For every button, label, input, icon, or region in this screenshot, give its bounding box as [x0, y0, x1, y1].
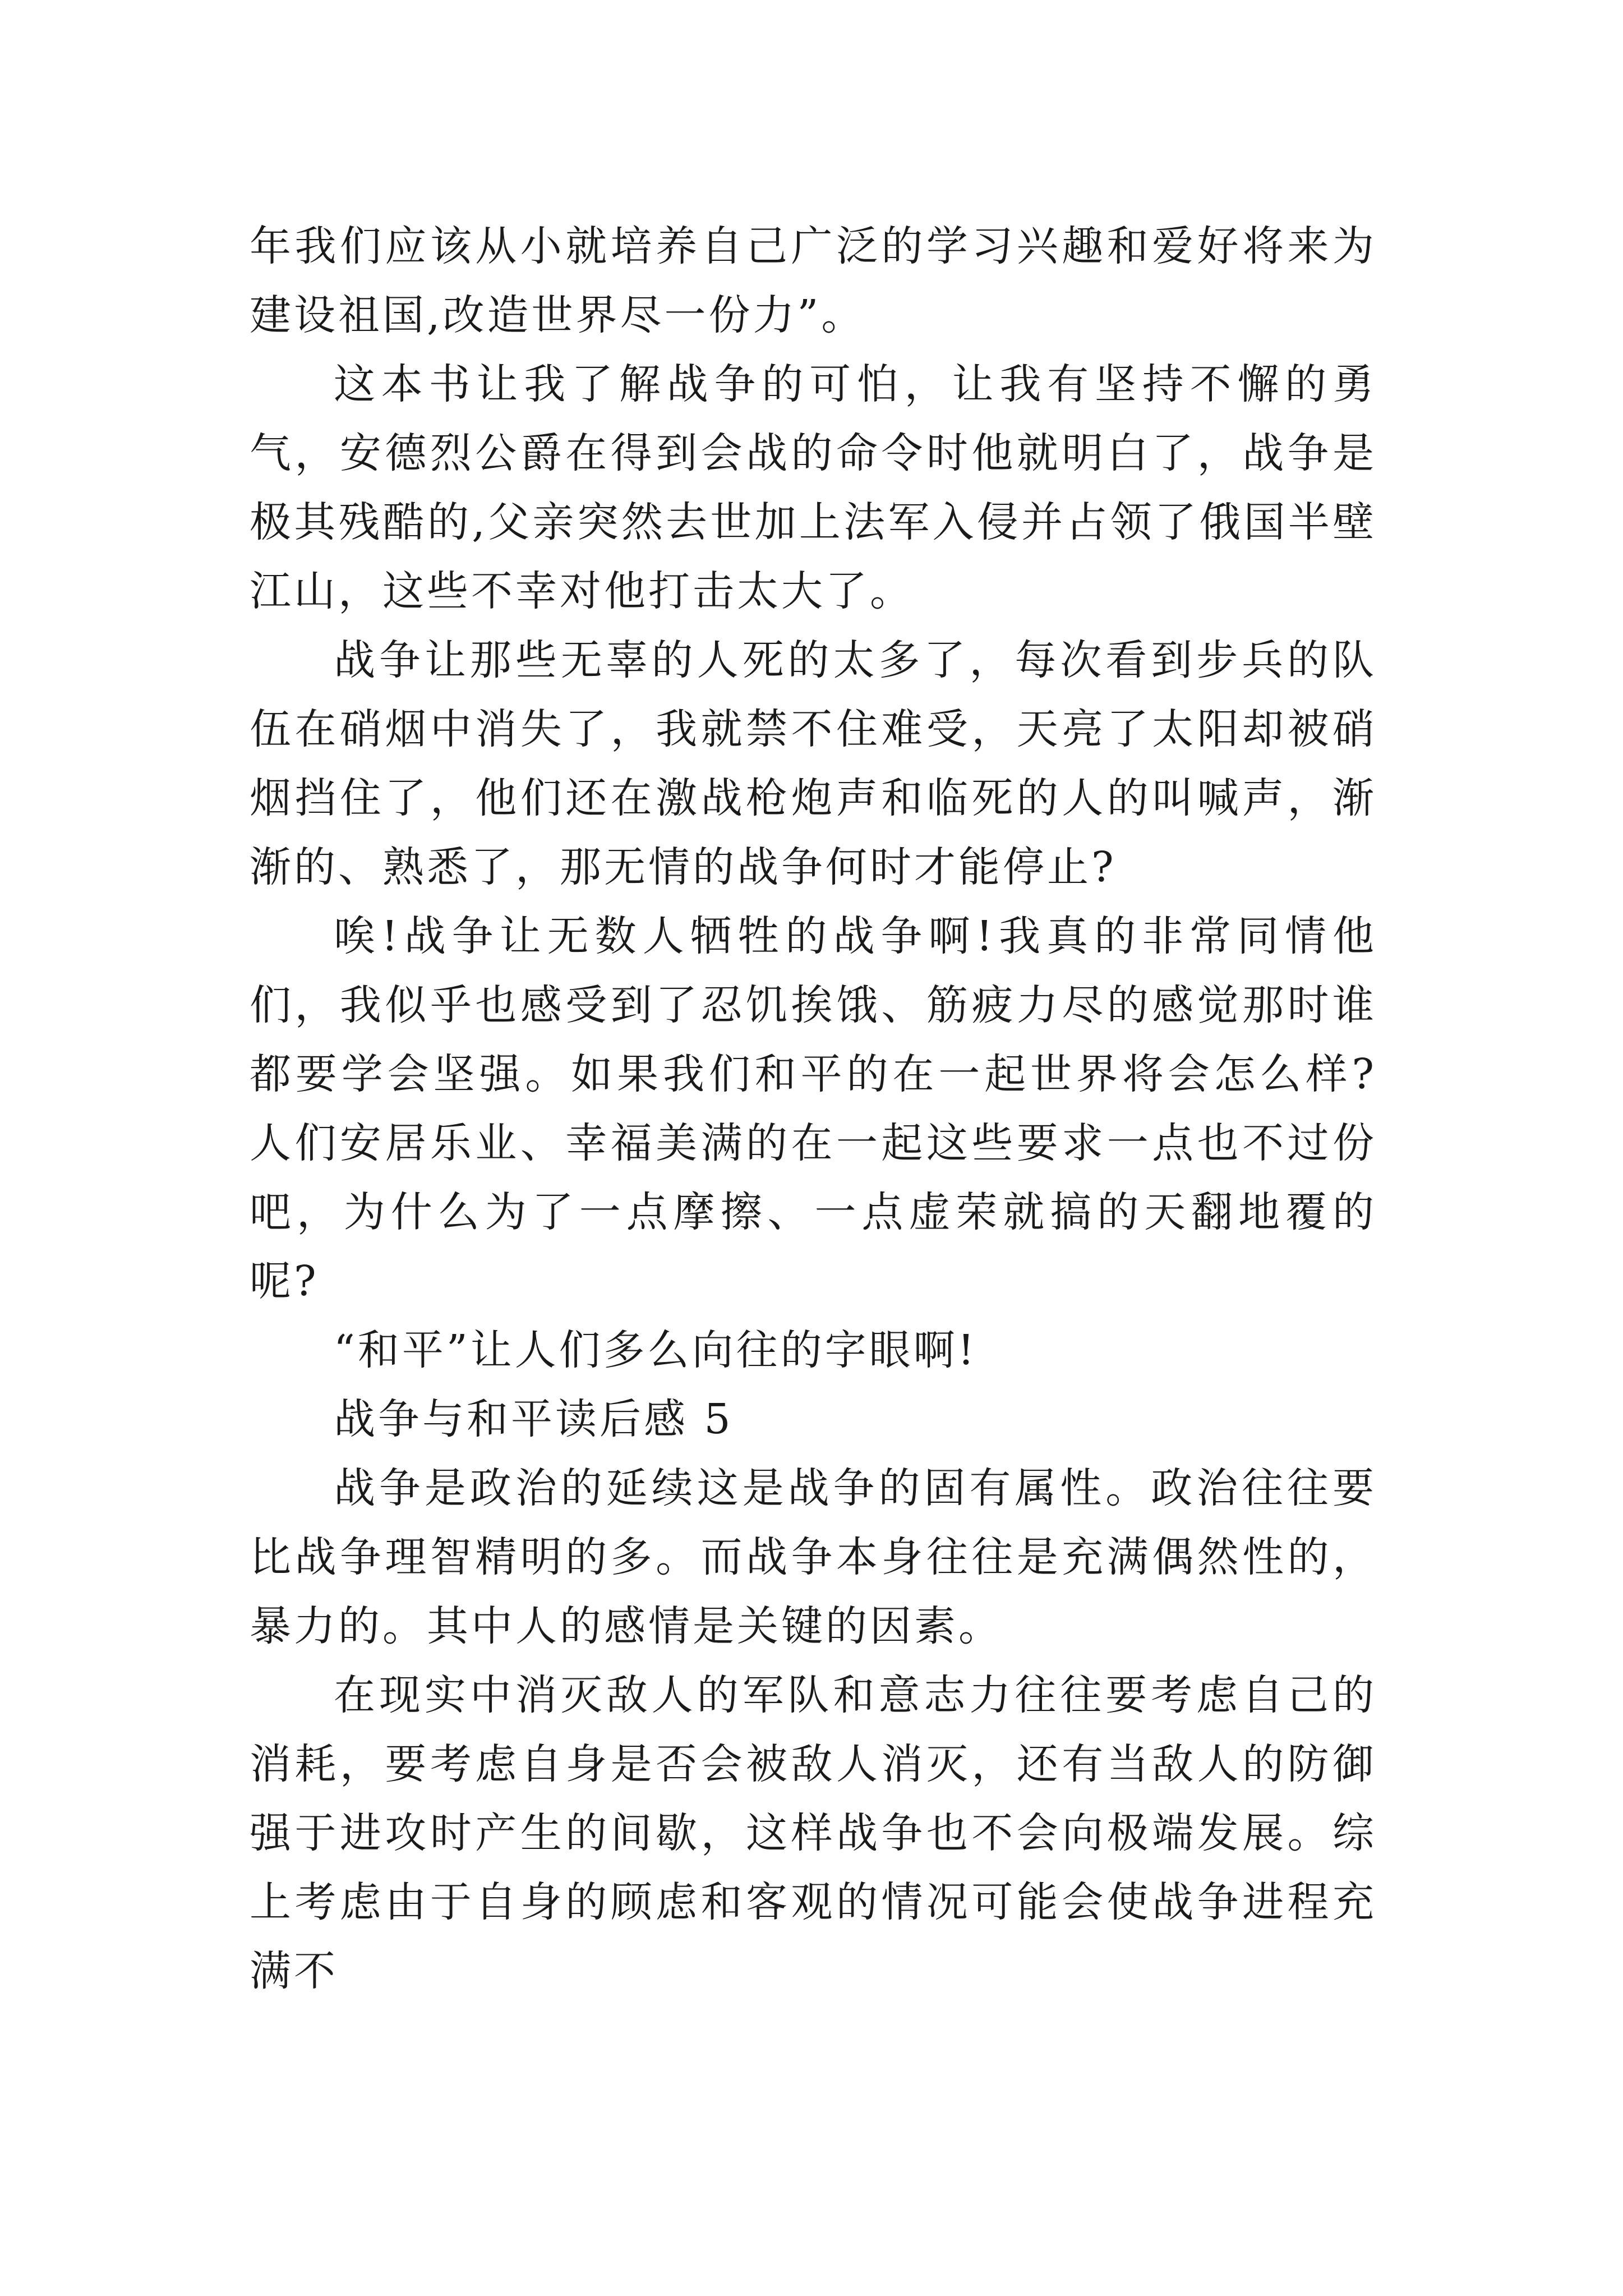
- paragraph-6: 战争是政治的延续这是战争的固有属性。政治往往要比战争理智精明的多。而战争本身往往是充满偶然性的，暴力的。其中人的感情是关键的因素。: [250, 1464, 1377, 1650]
- paragraph-7: 在现实中消灭敌人的军队和意志力往往要考虑自己的消耗，要考虑自身是否会被敌人消灭，还有当敌人的防御强于进攻时产生的间歇，这样战争也不会向极端发展。综上考虑由于自身的顾虑和客观的情况可能会使战争进程充满不: [250, 1671, 1377, 1995]
- section-heading: 战争与和平读后感 5: [334, 1395, 734, 1443]
- paragraph-5: “和平”让人们多么向往的字眼啊!: [334, 1326, 978, 1374]
- paragraph-2: 这本书让我了解战争的可怕，让我有坚持不懈的勇气，安德烈公爵在得到会战的命令时他就明白了，战争是极其残酷的,父亲突然去世加上法军入侵并占领了俄国半壁江山，这些不幸对他打击太大了。: [250, 360, 1377, 615]
- paragraph-4: 唉!战争让无数人牺牲的战争啊!我真的非常同情他们，我似乎也感受到了忍饥挨饿、筋疲力尽的感觉那时谁都要学会坚强。如果我们和平的在一起世界将会怎么样?人们安居乐业、幸福美满的在一起这些要求一点也不过份吧，为什么为了一点摩擦、一点虚荣就搞的天翻地覆的呢?: [250, 912, 1377, 1305]
- paragraph-3: 战争让那些无辜的人死的太多了，每次看到步兵的队伍在硝烟中消失了，我就禁不住难受，天亮了太阳却被硝烟挡住了，他们还在激战枪炮声和临死的人的叫喊声，渐渐的、熟悉了，那无情的战争何时才能停止?: [250, 636, 1377, 891]
- paragraph-1: 年我们应该从小就培养自己广泛的学习兴趣和爱好将来为建设祖国,改造世界尽一份力”。: [250, 222, 1377, 339]
- document-body: [250, 212, 1377, 2006]
